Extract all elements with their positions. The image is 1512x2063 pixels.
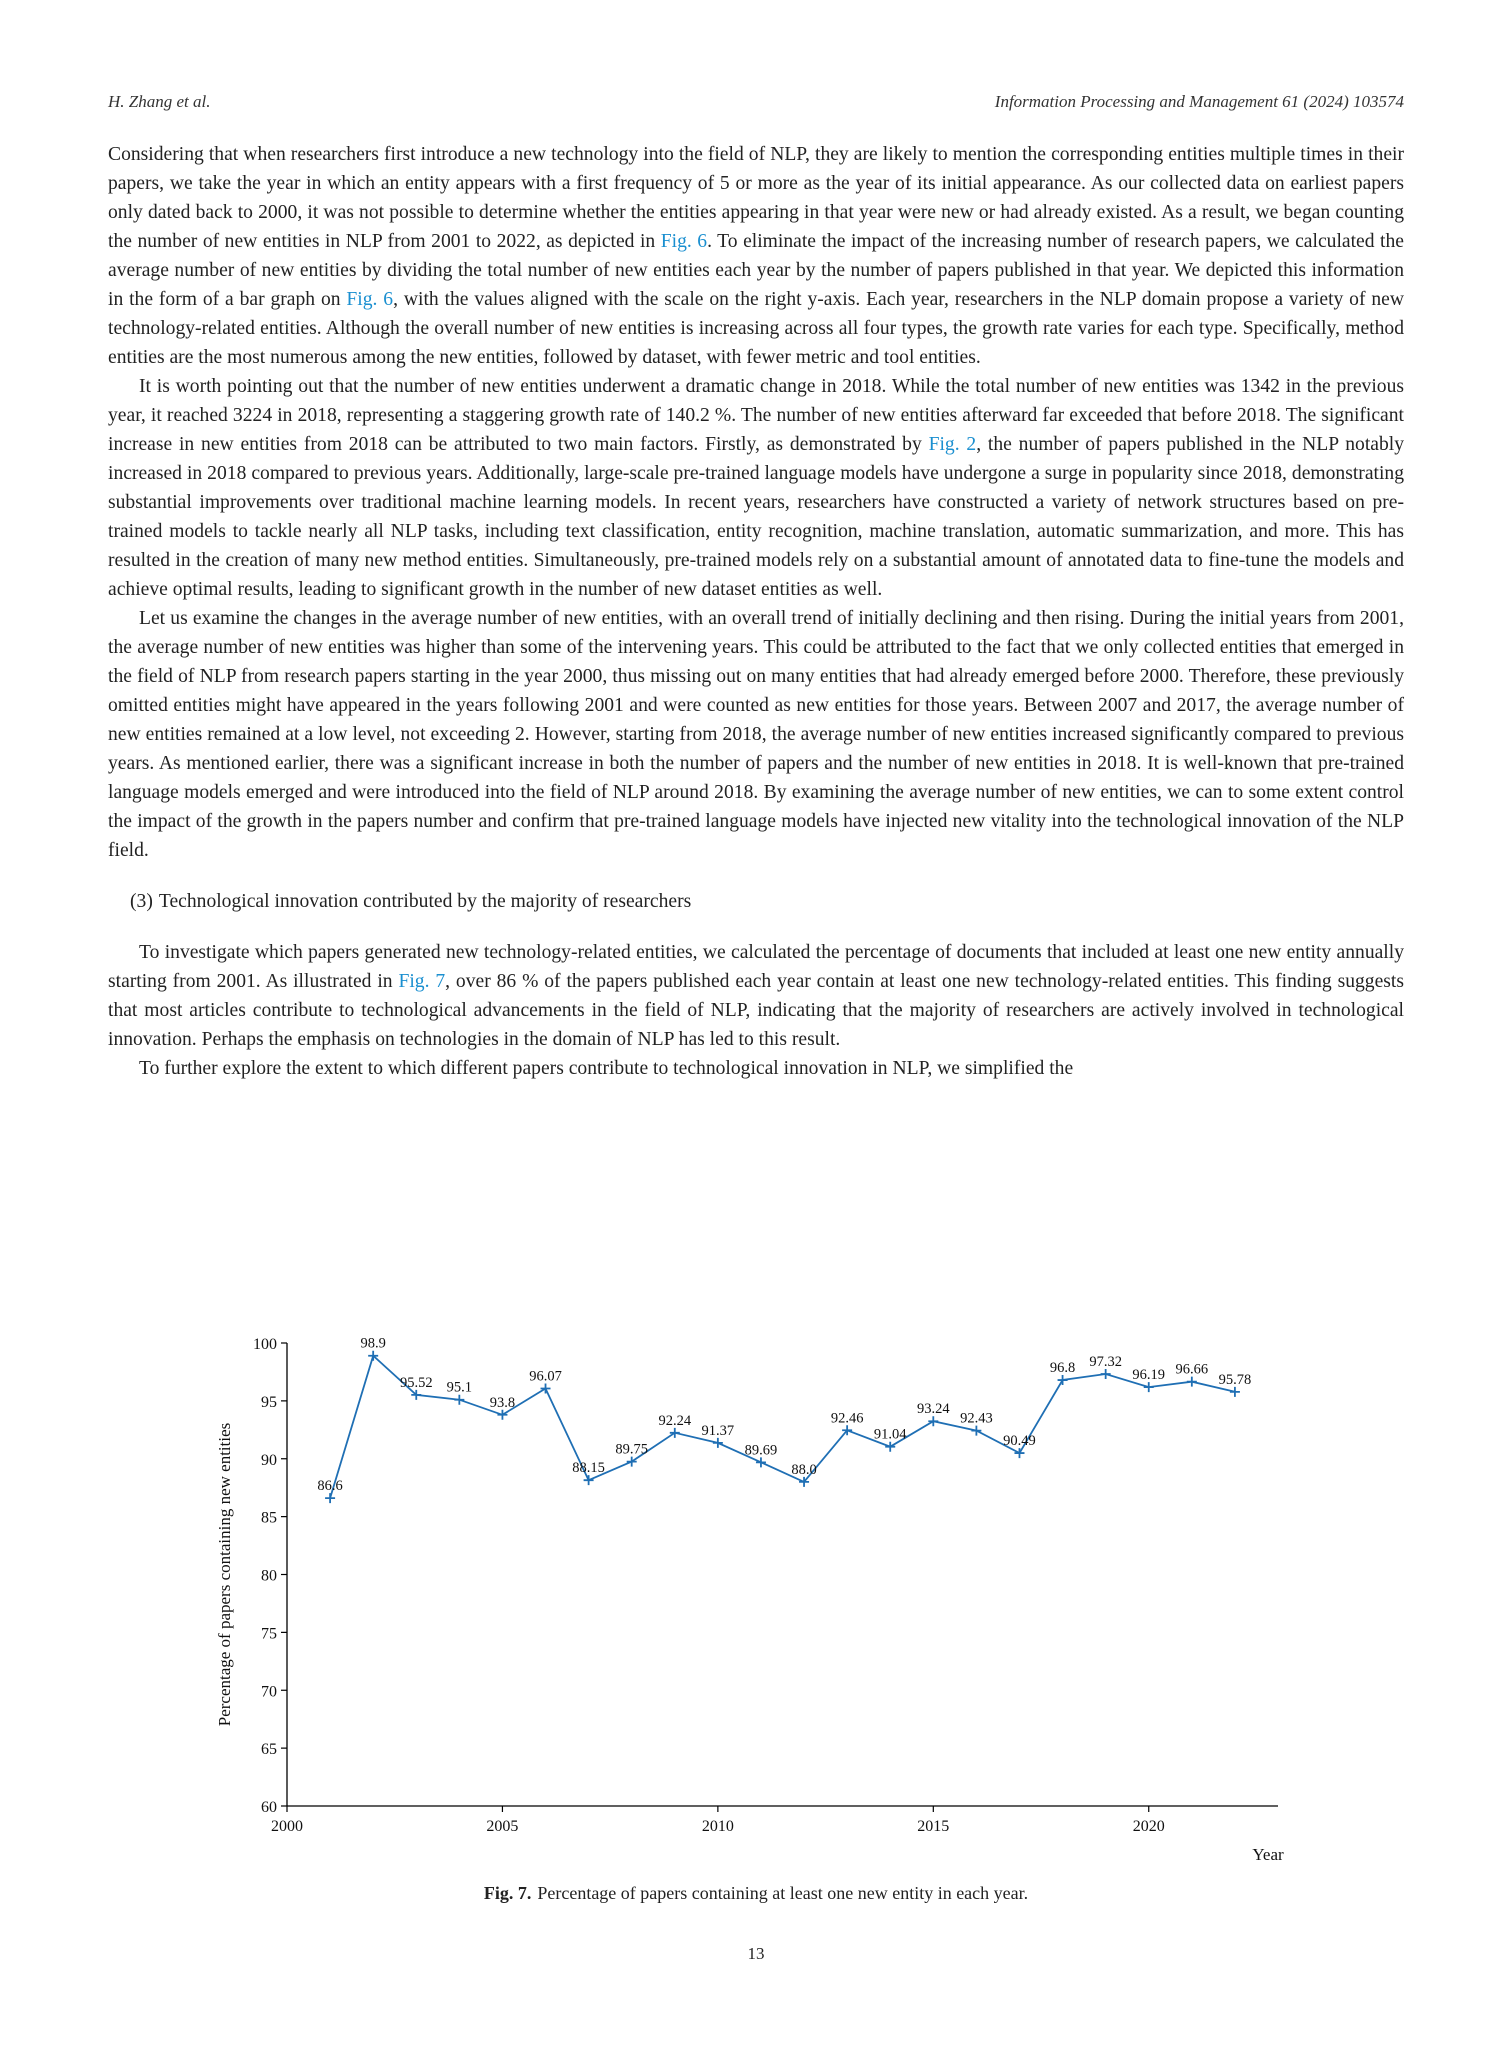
series-line [330, 1356, 1235, 1498]
y-tick-label: 60 [261, 1799, 277, 1816]
y-tick-label: 75 [261, 1625, 277, 1643]
x-tick-label: 2015 [917, 1818, 950, 1835]
data-label: 98.9 [360, 1335, 386, 1352]
data-label: 96.8 [1049, 1360, 1076, 1377]
line-chart [200, 1320, 1340, 1880]
y-axis-label: Percentage of papers containing new entities [215, 1422, 234, 1727]
data-point [1058, 1375, 1068, 1385]
data-point [325, 1493, 335, 1503]
paragraph-5: To further explore the extent to which different papers contribute to technological innovation in NLP, we simplified the [139, 1058, 1074, 1079]
figure-7 [200, 1320, 1340, 1880]
data-label: 92.46 [830, 1410, 864, 1427]
data-label: 91.04 [873, 1426, 907, 1443]
page-header [108, 92, 1404, 114]
caption-label: Fig. 7. [483, 1883, 532, 1903]
data-point [1230, 1387, 1240, 1397]
data-point [497, 1410, 507, 1420]
x-tick-label: 2005 [486, 1818, 519, 1835]
fig2-link[interactable]: Fig. 2 [928, 434, 977, 455]
x-tick-label: 2010 [701, 1818, 734, 1835]
y-tick-label: 80 [261, 1567, 277, 1585]
page-number: 13 [747, 1944, 765, 1963]
subsection-number: (3) [130, 891, 153, 912]
data-point [627, 1457, 637, 1467]
data-label: 89.75 [615, 1441, 649, 1458]
data-point [1101, 1369, 1111, 1379]
data-point [541, 1383, 551, 1393]
data-label: 93.24 [916, 1401, 950, 1418]
data-label: 95.52 [399, 1374, 433, 1391]
data-point [756, 1457, 766, 1467]
data-point [928, 1416, 938, 1426]
data-label: 96.07 [529, 1368, 562, 1385]
y-tick-label: 85 [261, 1509, 277, 1527]
data-label: 92.24 [658, 1412, 692, 1429]
subsection-title: Technological innovation contributed by the majority of researchers [158, 891, 692, 912]
data-label: 96.66 [1175, 1361, 1209, 1378]
caption-text: Percentage of papers containing at least one new entity in each year. [537, 1883, 1029, 1903]
x-tick-label: 2020 [1132, 1818, 1165, 1835]
data-label: 97.32 [1089, 1354, 1122, 1371]
data-label: 95.1 [446, 1379, 473, 1396]
paragraph-4: To investigate which papers generated new technology-related entities, we calculated the percentage of documents that included at least one new entity annually starting from 2001. As illustrated in Fig. 7, over 86 % of the papers published each year contain at least one new technology-related entities. This finding suggests that most articles contribute to technological advancements in the field of NLP, indicating that the majority of researchers are actively involved in technological innovation. Perhaps the emphasis on technologies in the domain of NLP has led to this result. [108, 942, 1404, 1050]
running-head-authors: H. Zhang et al. [108, 92, 211, 111]
data-label: 88.15 [572, 1460, 605, 1477]
fig7-link[interactable]: Fig. 7 [398, 971, 446, 992]
data-point [1014, 1448, 1024, 1458]
data-point [584, 1475, 594, 1485]
data-point [1144, 1382, 1154, 1392]
y-tick-label: 65 [261, 1741, 277, 1759]
data-point [971, 1426, 981, 1436]
y-tick-label: 90 [261, 1451, 277, 1469]
data-point [885, 1442, 895, 1452]
x-axis-label: Year [1252, 1845, 1284, 1864]
x-tick-label: 2000 [271, 1818, 303, 1835]
y-tick-label: 70 [261, 1683, 277, 1701]
fig6-link[interactable]: Fig. 6 [660, 231, 708, 252]
data-label: 92.43 [960, 1410, 993, 1427]
paragraph-2: It is worth pointing out that the number of new entities underwent a dramatic change in 2018. While the total number of new entities was 1342 in the previous year, it reached 3224 in 2018, representing a staggering growth rate of 140.2 %. The number of new entities afterward far exceeded that before 2018. The significant increase in new entities from 2018 can be attributed to two main factors. Firstly, as demonstrated by Fig. 2, the number of papers published in the NLP notably increased in 2018 compared to previous years. Additionally, large-scale pre-trained language models have undergone a surge in popularity since 2018, demonstrating substantial improvements over traditional machine learning models. In recent years, researchers have constructed a variety of network structures based on pre-trained models to tackle nearly all NLP tasks, including text classification, entity recognition, machine translation, automatic summarization, and more. This has resulted in the creation of many new method entities. Simultaneously, pre-trained models rely on a substantial amount of annotated data to fine-tune the models and achieve optimal results, leading to significant growth in the number of new dataset entities as well. [108, 376, 1404, 600]
data-label: 89.69 [744, 1442, 778, 1459]
data-point [454, 1395, 464, 1405]
body-text [108, 140, 1404, 1083]
paragraph-1: Considering that when researchers first introduce a new technology into the field of NLP, they are likely to mention the corresponding entities multiple times in their papers, we take the year in which an entity appears with a first frequency of 5 or more as the year of its initial appearance. As our collected data on earliest papers only dated back to 2000, it was not possible to determine whether the entities appearing in that year were new or had already existed. As a result, we began counting the number of new entities in NLP from 2001 to 2022, as depicted in Fig. 6. To eliminate the impact of the increasing number of research papers, we calculated the average number of new entities by dividing the total number of new entities each year by the number of papers published in that year. We depicted this information in the form of a bar graph on Fig. 6, with the values aligned with the scale on the right y-axis. Each year, researchers in the NLP domain propose a variety of new technology-related entities. Although the overall number of new entities is increasing across all four types, the growth rate varies for each type. Specifically, method entities are the most numerous among the new entities, followed by dataset, with fewer metric and tool entities. [108, 144, 1404, 368]
data-point [1187, 1377, 1197, 1387]
data-label: 90.49 [1003, 1433, 1036, 1450]
data-label: 93.8 [489, 1394, 516, 1411]
figure-caption [0, 1883, 1512, 1904]
data-label: 96.19 [1132, 1367, 1166, 1384]
data-point [713, 1438, 723, 1448]
data-label: 91.37 [701, 1422, 735, 1439]
data-label: 88.0 [791, 1461, 817, 1478]
paragraph-3: Let us examine the changes in the average number of new entities, with an overall trend of initially declining and then rising. During the initial years from 2001, the average number of new entities was higher than some of the intervening years. This could be attributed to the fact that we only collected entities that emerged in the field of NLP from research papers starting in the year 2000, thus missing out on many entities that had already emerged before 2000. Therefore, these previously omitted entities might have appeared in the years following 2001 and were counted as new entities for those years. Between 2007 and 2017, the average number of new entities remained at a low level, not exceeding 2. However, starting from 2018, the average number of new entities increased significantly compared to previous years. As mentioned earlier, there was a significant increase in both the number of papers and the number of new entities in 2018. It is well-known that pre-trained language models emerged and were introduced into the field of NLP around 2018. By examining the average number of new entities, we can to some extent control the impact of the growth in the papers number and confirm that pre-trained language models have injected new vitality into the technological innovation of the NLP field. [108, 608, 1404, 861]
fig6-link[interactable]: Fig. 6 [346, 289, 394, 310]
subsection-heading [130, 887, 1404, 916]
data-label: 86.6 [317, 1478, 343, 1495]
y-tick-label: 100 [253, 1336, 277, 1353]
data-point [670, 1428, 680, 1438]
running-head-journal: Information Processing and Management 61 (2024) 103574 [994, 92, 1404, 111]
data-label: 95.78 [1218, 1371, 1252, 1388]
y-tick-label: 95 [261, 1393, 277, 1411]
